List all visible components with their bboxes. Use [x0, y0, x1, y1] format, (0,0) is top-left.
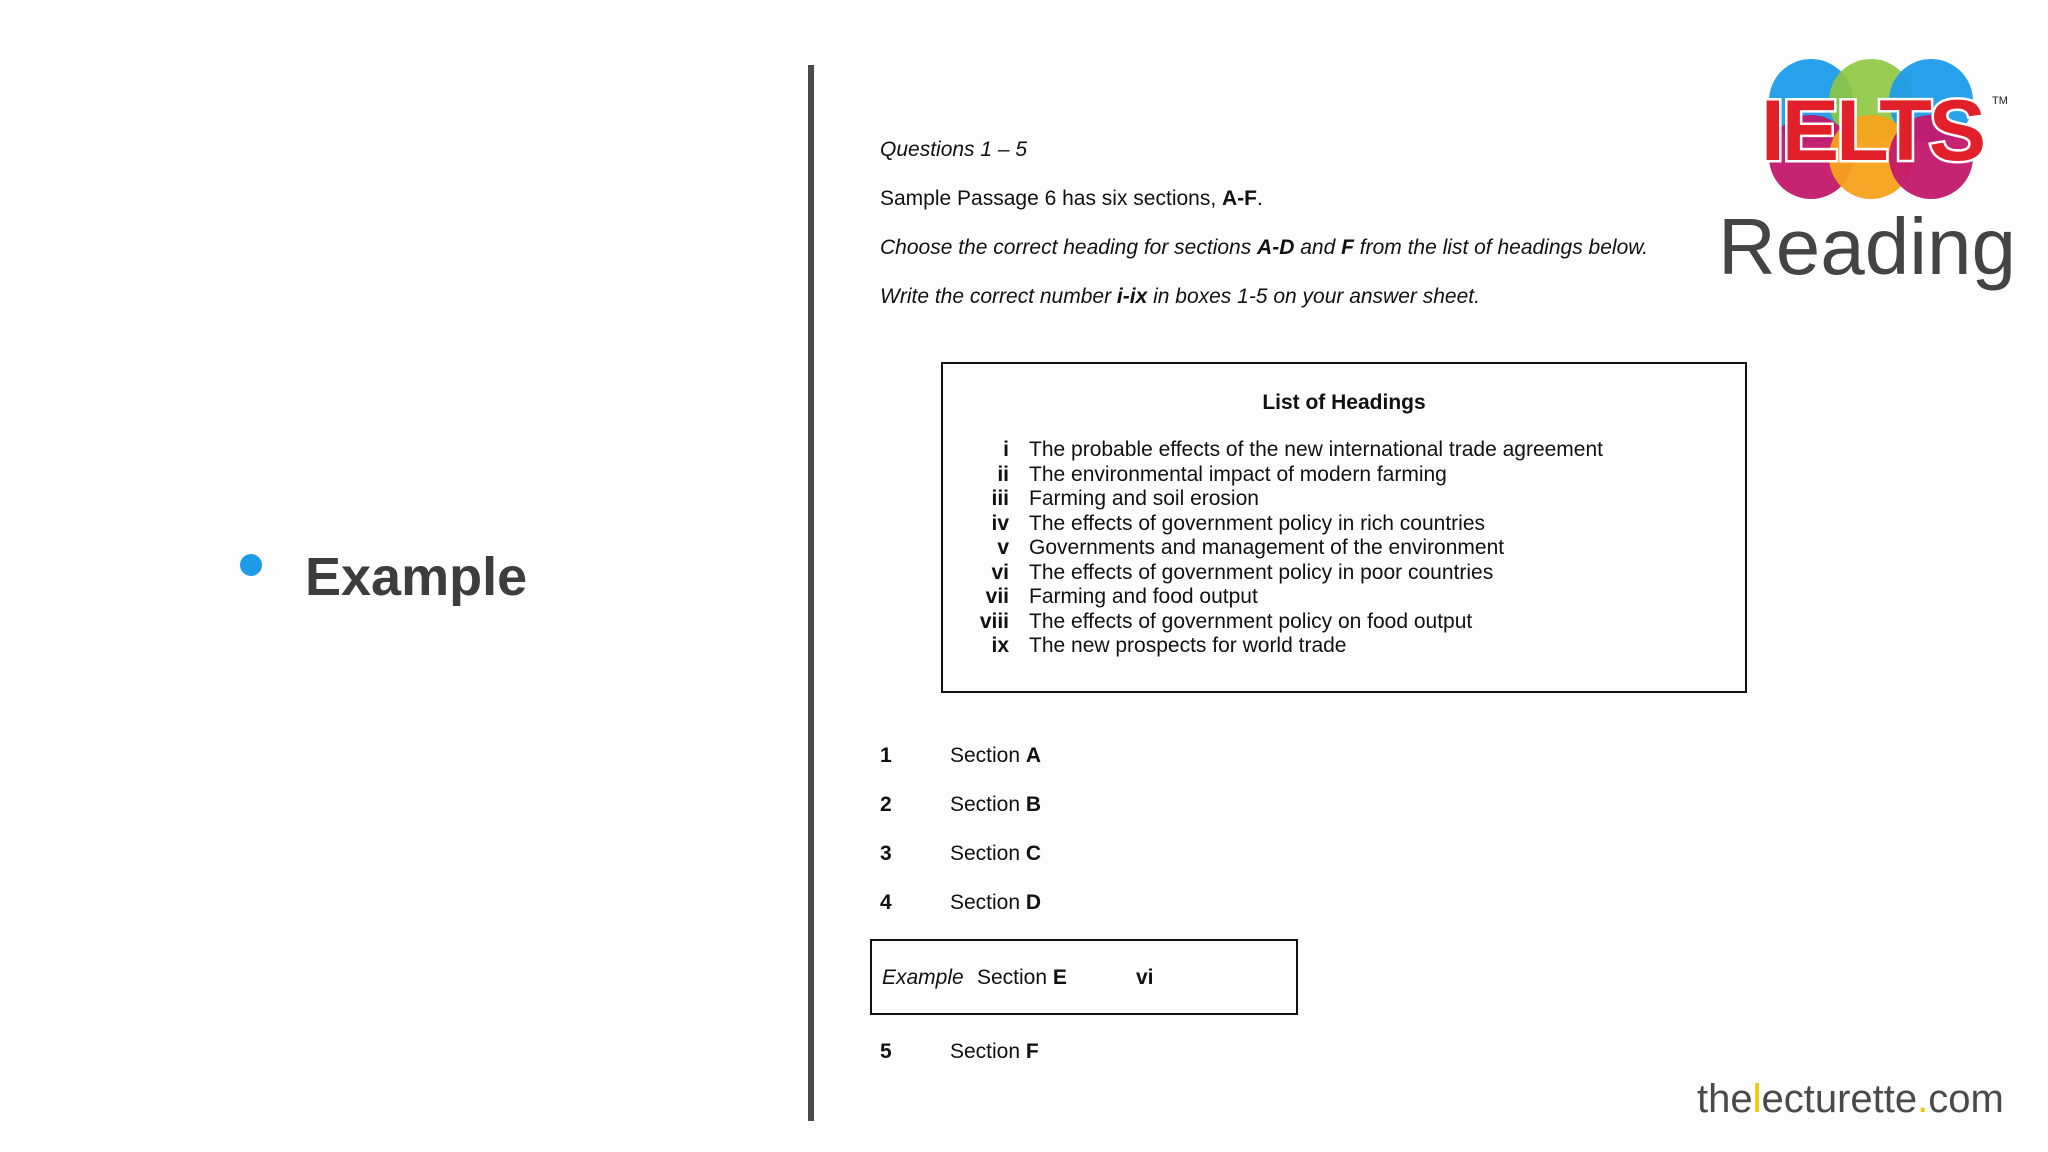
heading-number: viii — [979, 609, 1009, 633]
headings-box — [941, 362, 1747, 693]
vertical-divider — [808, 65, 814, 1121]
brand-logo — [1697, 1075, 2004, 1123]
slide-bullet-label: Example — [305, 547, 528, 607]
list-item — [973, 487, 1603, 512]
ielts-wordmark: IELTS — [1760, 83, 1984, 179]
section-letter: B — [1025, 793, 1042, 816]
questions-label: Questions 1 – 5 — [880, 138, 1028, 161]
list-item — [973, 463, 1603, 488]
choose-mid: and — [1294, 236, 1342, 259]
choose-suffix: from the list of headings below. — [1353, 236, 1649, 259]
section-letter: A — [1025, 744, 1042, 767]
heading-text: The effects of government policy in poor countries — [1029, 560, 1494, 584]
question-section — [950, 742, 1041, 770]
example-answer: vi — [1136, 966, 1154, 989]
write-suffix: in boxes 1-5 on your answer sheet. — [1147, 285, 1480, 308]
list-item — [973, 536, 1603, 561]
section-word: Section — [950, 744, 1026, 767]
choose-bold-f: F — [1341, 236, 1354, 259]
intro-line — [880, 185, 1263, 213]
list-item — [973, 561, 1603, 586]
heading-text: The probable effects of the new international trade agreement — [1029, 438, 1603, 461]
heading-number: iv — [991, 511, 1009, 535]
write-line — [880, 283, 1480, 311]
section-word: Section — [950, 793, 1026, 816]
write-prefix: Write the correct number — [880, 285, 1117, 308]
brand-part: the — [1697, 1077, 1753, 1121]
section-letter: C — [1025, 842, 1042, 865]
heading-text: Farming and soil erosion — [1029, 487, 1259, 510]
list-item — [973, 438, 1603, 463]
question-section — [950, 889, 1041, 917]
bullet-dot-icon — [240, 554, 262, 576]
heading-number: ix — [991, 634, 1009, 657]
question-number: 4 — [880, 891, 892, 914]
reading-subtitle: Reading — [1718, 202, 2017, 291]
question-number: 1 — [880, 744, 892, 767]
question-number: 2 — [880, 793, 892, 816]
headings-list — [973, 438, 1603, 659]
brand-dot: . — [1917, 1077, 1929, 1121]
brand-tld: com — [1928, 1077, 2004, 1121]
heading-text: Farming and food output — [1029, 585, 1258, 608]
intro-bold: A-F — [1222, 187, 1258, 210]
ielts-logo-icon — [1738, 54, 2006, 204]
question-section — [950, 791, 1041, 819]
heading-text: The effects of government policy in rich countries — [1029, 511, 1486, 535]
section-word: Section — [950, 842, 1026, 865]
list-item — [973, 610, 1603, 635]
example-section — [977, 964, 1067, 992]
write-bold: i-ix — [1116, 285, 1148, 308]
list-item — [973, 512, 1603, 537]
intro-prefix: Sample Passage 6 has six sections, — [880, 187, 1223, 210]
heading-text: The new prospects for world trade — [1029, 634, 1347, 657]
heading-text: The environmental impact of modern farming — [1029, 462, 1447, 486]
question-section — [950, 840, 1041, 868]
heading-number: i — [1003, 438, 1009, 461]
list-item — [973, 634, 1603, 659]
heading-number: iii — [991, 487, 1009, 510]
example-label: Example — [882, 966, 964, 989]
heading-number: vii — [985, 585, 1009, 608]
trademark-label: TM — [1992, 95, 2008, 107]
headings-title: List of Headings — [1262, 391, 1426, 414]
example-answer-box — [870, 939, 1298, 1015]
heading-text: Governments and management of the environment — [1029, 536, 1505, 559]
section-letter: D — [1025, 891, 1042, 914]
heading-number: v — [997, 536, 1009, 559]
intro-suffix: . — [1257, 187, 1263, 210]
section-word: Section — [977, 966, 1053, 989]
heading-text: The effects of government policy on food output — [1029, 609, 1473, 633]
section-word: Section — [950, 1040, 1026, 1063]
list-item — [973, 585, 1603, 610]
heading-number: vi — [991, 560, 1009, 584]
section-word: Section — [950, 891, 1026, 914]
choose-line — [880, 234, 1648, 262]
section-letter: E — [1052, 966, 1067, 989]
section-letter: F — [1025, 1040, 1039, 1063]
choose-prefix: Choose the correct heading for sections — [880, 236, 1258, 259]
brand-accent-letter: l — [1752, 1077, 1762, 1121]
question-section — [950, 1038, 1039, 1066]
heading-number: ii — [997, 462, 1009, 486]
choose-bold-ad: A-D — [1257, 236, 1295, 259]
question-number: 3 — [880, 842, 892, 865]
brand-part: ecturette — [1761, 1077, 1918, 1121]
question-number: 5 — [880, 1040, 892, 1063]
